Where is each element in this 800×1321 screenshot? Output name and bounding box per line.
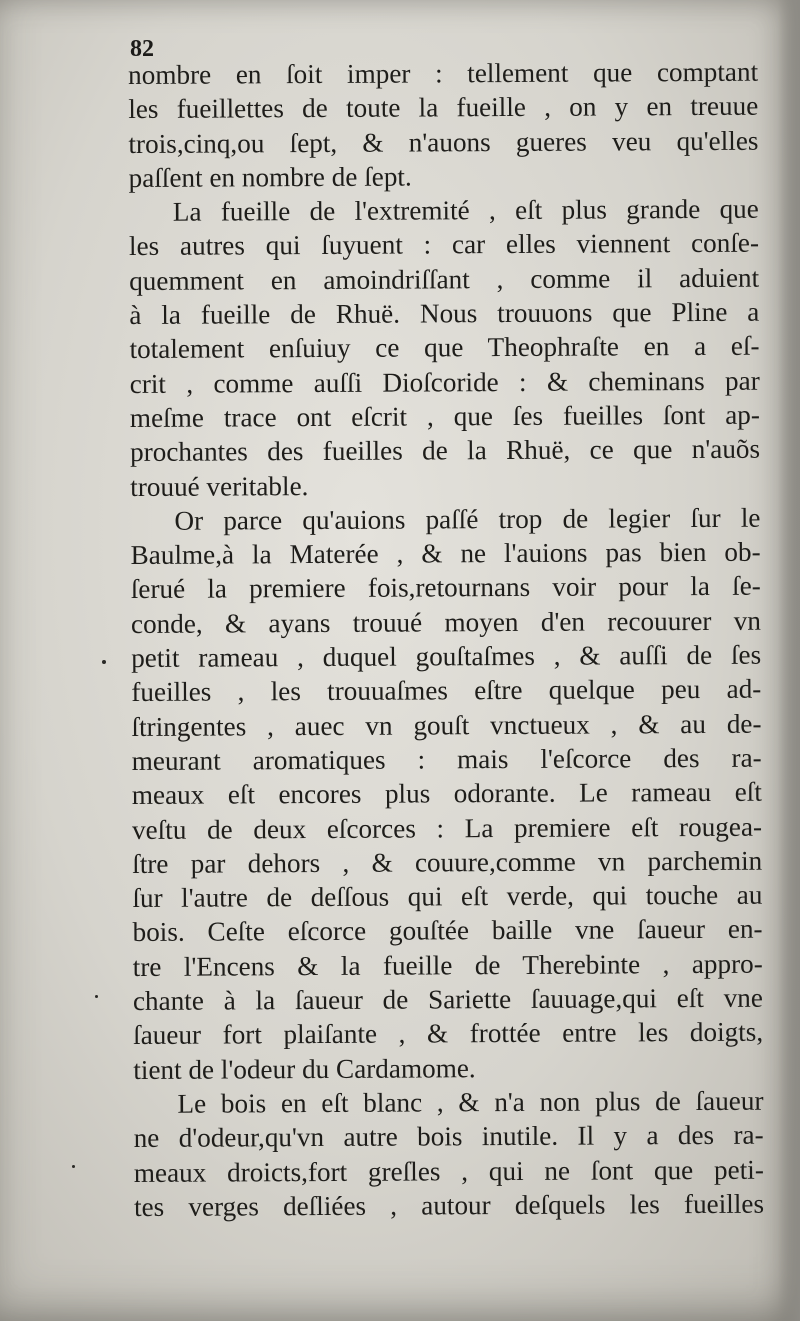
page-number: 82 bbox=[130, 36, 154, 62]
text-line: crit , comme auſſi Dioſcoride : & cheminans par bbox=[129, 365, 760, 399]
text-line: Baulme,à la Materée , & ne l'auions pas bien ob- bbox=[130, 536, 761, 571]
text-line: nombre en ſoit imper : tellement que comptant bbox=[128, 56, 759, 90]
text-line: paſſent en nombre de ſept. bbox=[128, 161, 412, 193]
text-line: La fueille de l'extremité , eſt plus grande que bbox=[172, 193, 759, 227]
text-line: meaux eſt encores plus odorante. Le rameau eſt bbox=[131, 776, 762, 811]
text-line: ſtre par dehors , & couure,comme vn parchemin bbox=[132, 845, 763, 879]
text-line: Or parce qu'auions paſſé trop de legier ſur le bbox=[174, 502, 761, 536]
text-line: totalement enſuiuy ce que Theophraſte en a eſ- bbox=[129, 331, 760, 365]
text-line: ſur l'autre de deſſous qui eſt verde, qui touche au bbox=[132, 879, 763, 914]
text-line: meurant aromatiques : mais l'eſcorce des ra- bbox=[131, 742, 762, 776]
ink-speck bbox=[72, 1165, 75, 1168]
text-line: les fueillettes de toute la fueille , on y en treuue bbox=[128, 90, 759, 125]
text-line: chante à la ſaueur de Sariette ſauuage,qui eſt vne bbox=[132, 982, 764, 1017]
text-line: trouué veritable. bbox=[130, 470, 309, 502]
text-line: tient de l'odeur du Cardamome. bbox=[133, 1052, 476, 1085]
text-line: tre l'Encens & la fueille de Therebinte , appro- bbox=[132, 948, 763, 982]
text-line: meſme trace ont eſcrit , que ſes fueilles ſont ap- bbox=[129, 399, 760, 433]
text-line: tes verges deſliées , autour deſquels les fueilles bbox=[133, 1188, 765, 1222]
text-line: ne d'odeur,qu'vn autre bois inutile. Il y a des ra- bbox=[133, 1119, 764, 1154]
text-line: petit rameau , duquel gouſtaſmes , & auſſi de ſes bbox=[131, 639, 762, 674]
text-line: meaux droicts,fort greſles , qui ne ſont que peti- bbox=[133, 1154, 764, 1188]
text-line: à la fueille de Rhuë. Nous trouuons que Pline a bbox=[129, 296, 760, 331]
text-line: les autres qui ſuyuent : car elles viennent conſe- bbox=[128, 228, 760, 262]
page-edge-shadow bbox=[778, 0, 800, 1321]
ink-speck bbox=[102, 660, 106, 664]
text-line: Le bois en eſt blanc , & n'a non plus de ſaueur bbox=[177, 1085, 764, 1119]
text-line: fueilles , les trouuaſmes eſtre quelque peu ad- bbox=[131, 674, 762, 708]
text-line: quemment en amoindriſſant , comme il aduient bbox=[129, 262, 760, 296]
ink-speck bbox=[95, 995, 98, 998]
text-line: prochantes des fueilles de la Rhuë, ce que n'auõs bbox=[129, 433, 761, 468]
text-line: veſtu de deux eſcorces : La premiere eſt rougea- bbox=[131, 811, 763, 845]
body-text bbox=[128, 55, 764, 1224]
text-line: ſtringentes , auec vn gouſt vnctueux , & au de- bbox=[131, 708, 762, 742]
text-line: trois,cinq,ou ſept, & n'auons gueres veu qu'elles bbox=[128, 125, 759, 159]
text-line: conde, & ayans trouué moyen d'en recouurer vn bbox=[130, 605, 762, 639]
text-line: ſaueur fort plaiſante , & frottée entre les doigts, bbox=[133, 1017, 764, 1051]
text-line: ſerué la premiere fois,retournans voir pour la ſe- bbox=[130, 571, 761, 605]
text-line: bois. Ceſte eſcorce gouſtée baille vne ſaueur en- bbox=[132, 914, 763, 948]
